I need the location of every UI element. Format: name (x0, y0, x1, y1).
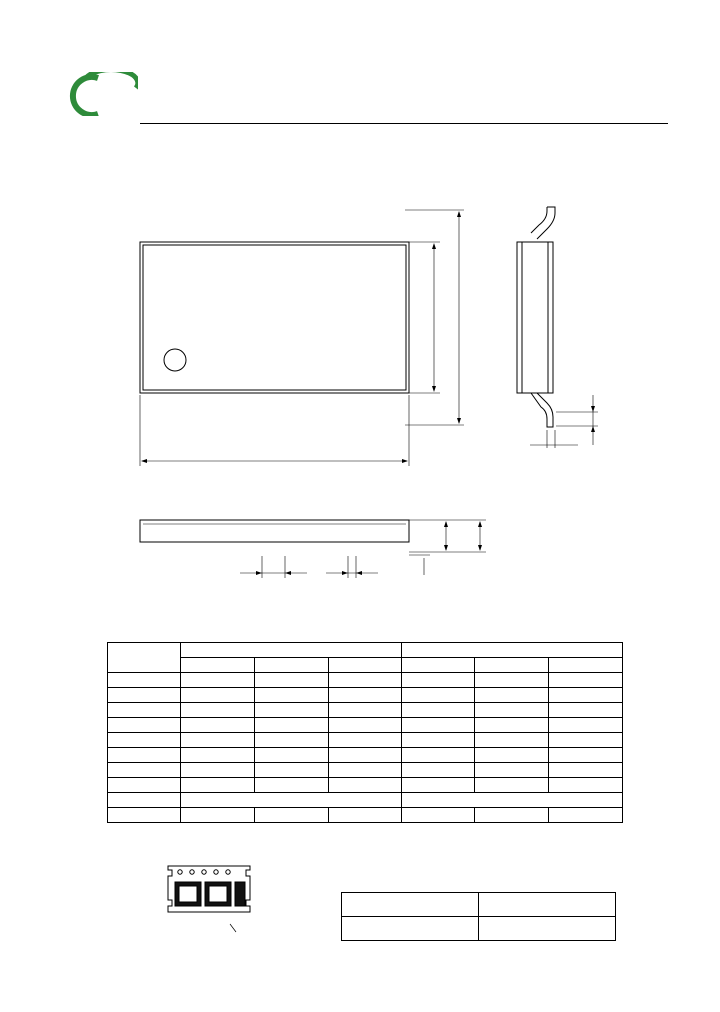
table-row (108, 808, 623, 823)
sub-header (402, 658, 475, 673)
dimension-table (107, 642, 623, 823)
front-view (140, 520, 486, 578)
table-row (108, 763, 623, 778)
qty-column-header (479, 893, 616, 917)
taping-table (341, 892, 616, 941)
symbol-header (108, 643, 181, 673)
sub-header (549, 658, 623, 673)
package-body-outer (140, 242, 409, 393)
inch-header (402, 643, 623, 658)
table-row (108, 793, 623, 808)
table-row (108, 673, 623, 688)
top-view (140, 210, 464, 466)
carrier-tape-icon (160, 862, 260, 937)
table-row (108, 718, 623, 733)
mm-header (181, 643, 402, 658)
package-column-header (342, 893, 479, 917)
qty-value (479, 917, 616, 941)
table-row (108, 703, 623, 718)
table-row (108, 748, 623, 763)
sub-header (475, 658, 549, 673)
package-value (342, 917, 479, 941)
sub-header (255, 658, 329, 673)
table-row (108, 688, 623, 703)
sub-header (329, 658, 402, 673)
table-row (108, 778, 623, 793)
sub-header (181, 658, 255, 673)
side-view-right (517, 207, 598, 448)
table-row (108, 733, 623, 748)
